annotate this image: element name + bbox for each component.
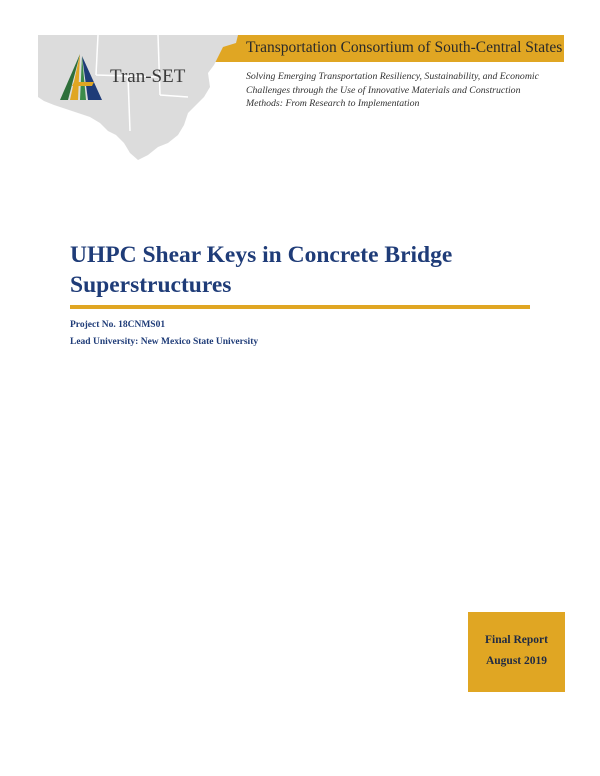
report-date: August 2019	[485, 655, 548, 667]
title-divider	[70, 305, 530, 309]
report-info-box	[468, 612, 565, 692]
report-type: Final Report	[485, 634, 548, 646]
organization-name: Transportation Consortium of South-Central States	[246, 39, 563, 56]
tran-set-logo-icon	[58, 52, 106, 102]
report-title: UHPC Shear Keys in Concrete Bridge Superstructures	[70, 242, 453, 298]
lead-university: Lead University: New Mexico State University	[70, 337, 259, 347]
project-number: Project No. 18CNMS01	[70, 320, 166, 330]
logo-text: Tran-SET	[110, 66, 186, 87]
tagline: Solving Emerging Transportation Resiliency, Sustainability, and Economic Challenges through the Use of Innovative Materials and Construction Methods: From Research to Implementation	[246, 71, 539, 109]
